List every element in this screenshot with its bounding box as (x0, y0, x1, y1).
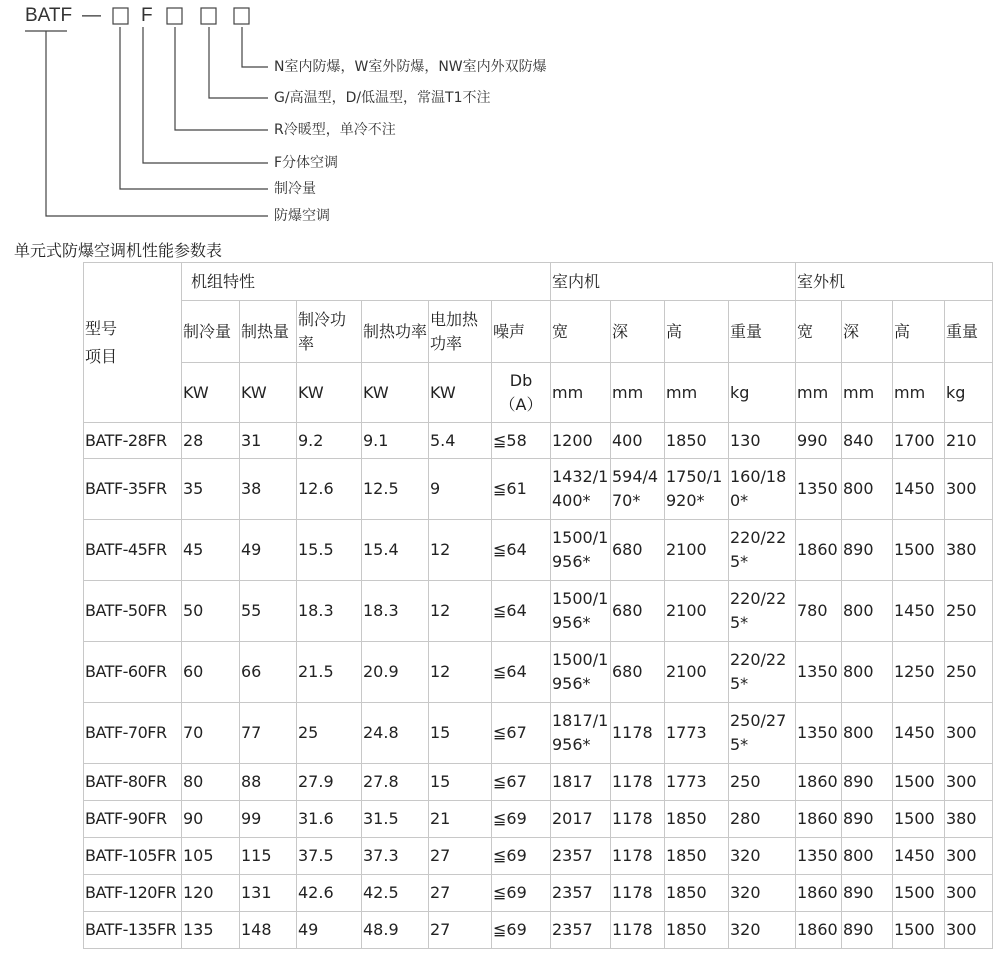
table-row (84, 520, 993, 581)
legend-temperature-type: G/高温型，D/低温型，常温T1不注 (274, 90, 491, 106)
model-cell: BATF-60FR (84, 642, 182, 703)
table-cell: 105 (182, 838, 240, 875)
legend-heating-type: R冷暖型，单冷不注 (274, 122, 396, 138)
table-cell: 25 (297, 703, 362, 764)
table-cell: 890 (842, 912, 893, 949)
table-cell: 1860 (796, 912, 842, 949)
table-cell: 88 (240, 764, 297, 801)
code-letter-f: F (141, 5, 153, 26)
table-cell: 66 (240, 642, 297, 703)
table-cell: 15 (429, 703, 492, 764)
model-cell: BATF-135FR (84, 912, 182, 949)
leader-line-1 (242, 27, 268, 67)
model-cell: BATF-35FR (84, 459, 182, 520)
leader-line-3 (175, 27, 268, 130)
table-cell: 1178 (611, 912, 665, 949)
table-cell: 1178 (611, 875, 665, 912)
table-cell: ≦69 (492, 801, 551, 838)
table-cell: ≦61 (492, 459, 551, 520)
table-cell: 1817/1956* (551, 703, 611, 764)
table-row (84, 459, 993, 520)
row-header-model: 型号 (85, 318, 118, 338)
table-cell: 320 (729, 875, 796, 912)
table-cell: ≦64 (492, 520, 551, 581)
table-cell: 280 (729, 801, 796, 838)
unit-cell: mm (665, 363, 729, 423)
table-cell: 20.9 (362, 642, 429, 703)
table-cell: 49 (240, 520, 297, 581)
table-cell: 210 (945, 423, 993, 459)
table-cell: 1450 (893, 581, 945, 642)
code-box-4 (234, 8, 249, 24)
table-row (84, 838, 993, 875)
model-cell: BATF-70FR (84, 703, 182, 764)
table-cell: 12 (429, 581, 492, 642)
group-indoor: 室内机 (551, 263, 796, 301)
table-cell: 12 (429, 642, 492, 703)
model-cell: BATF-80FR (84, 764, 182, 801)
table-cell: 250 (945, 642, 993, 703)
table-cell: 1860 (796, 764, 842, 801)
table-cell: 840 (842, 423, 893, 459)
table-cell: 9.2 (297, 423, 362, 459)
row-header-cell (84, 263, 182, 423)
code-dash: — (82, 5, 101, 26)
unit-cell: mm (796, 363, 842, 423)
table-cell: 320 (729, 912, 796, 949)
table-cell: 300 (945, 912, 993, 949)
model-cell: BATF-105FR (84, 838, 182, 875)
table-cell: 77 (240, 703, 297, 764)
table-cell: 99 (240, 801, 297, 838)
table-cell: 2100 (665, 581, 729, 642)
table-cell: 115 (240, 838, 297, 875)
table-cell: 1500 (893, 912, 945, 949)
table-cell: 1178 (611, 801, 665, 838)
table-cell: 37.5 (297, 838, 362, 875)
column-header: 噪声 (492, 301, 551, 363)
table-cell: 1350 (796, 642, 842, 703)
column-header: 重量 (945, 301, 993, 363)
table-cell: 27 (429, 912, 492, 949)
table-cell: 990 (796, 423, 842, 459)
table-cell: 1700 (893, 423, 945, 459)
table-cell: 15.5 (297, 520, 362, 581)
column-header: 高 (665, 301, 729, 363)
table-cell: 12.5 (362, 459, 429, 520)
table-cell: 300 (945, 459, 993, 520)
table-cell: 1850 (665, 423, 729, 459)
legend-split-ac: F分体空调 (274, 155, 339, 171)
legend-explosion-proof: N室内防爆，W室外防爆，NW室内外双防爆 (274, 59, 547, 75)
table-cell: 21.5 (297, 642, 362, 703)
table-cell: ≦67 (492, 764, 551, 801)
unit-row (84, 363, 993, 423)
table-cell: 50 (182, 581, 240, 642)
table-cell: 42.6 (297, 875, 362, 912)
table-cell: 31 (240, 423, 297, 459)
model-code-diagram (0, 0, 1007, 235)
table-cell: 18.3 (362, 581, 429, 642)
table-cell: 2017 (551, 801, 611, 838)
table-row (84, 912, 993, 949)
model-cell: BATF-90FR (84, 801, 182, 838)
table-cell: 1500 (893, 520, 945, 581)
unit-cell: KW (240, 363, 297, 423)
model-cell: BATF-120FR (84, 875, 182, 912)
table-cell: 80 (182, 764, 240, 801)
table-cell: 890 (842, 520, 893, 581)
code-box-2 (167, 8, 182, 24)
table-cell: ≦69 (492, 912, 551, 949)
table-cell: 37.3 (362, 838, 429, 875)
table-row (84, 801, 993, 838)
table-cell: 680 (611, 520, 665, 581)
unit-cell: kg (945, 363, 993, 423)
table-cell: 2357 (551, 875, 611, 912)
table-cell: 1500 (893, 801, 945, 838)
table-cell: 1500 (893, 875, 945, 912)
table-cell: 1850 (665, 801, 729, 838)
table-cell: 300 (945, 838, 993, 875)
table-title: 单元式防爆空调机性能参数表 (14, 241, 223, 260)
table-cell: 9.1 (362, 423, 429, 459)
table-cell: 49 (297, 912, 362, 949)
unit-cell: KW (297, 363, 362, 423)
table-cell: 9 (429, 459, 492, 520)
code-prefix: BATF (25, 5, 73, 26)
table-cell: 5.4 (429, 423, 492, 459)
table-cell: 1178 (611, 838, 665, 875)
table-cell: 800 (842, 459, 893, 520)
unit-cell: Db（A） (492, 363, 551, 423)
table-cell: 70 (182, 703, 240, 764)
code-box-1 (113, 8, 128, 24)
table-cell: 780 (796, 581, 842, 642)
table-cell: 27.9 (297, 764, 362, 801)
unit-cell: KW (182, 363, 240, 423)
table-cell: 18.3 (297, 581, 362, 642)
legend-explosion-proof-ac: 防爆空调 (274, 208, 330, 224)
table-cell: 320 (729, 838, 796, 875)
column-header: 宽 (796, 301, 842, 363)
table-cell: 48.9 (362, 912, 429, 949)
table-cell: 1350 (796, 459, 842, 520)
table-cell: ≦58 (492, 423, 551, 459)
table-cell: 1817 (551, 764, 611, 801)
table-cell: 680 (611, 581, 665, 642)
table-cell: 220/225* (729, 520, 796, 581)
unit-cell: mm (893, 363, 945, 423)
table-cell: 1250 (893, 642, 945, 703)
table-cell: 42.5 (362, 875, 429, 912)
table-cell: 24.8 (362, 703, 429, 764)
row-header-item: 项目 (85, 346, 118, 366)
table-cell: 15.4 (362, 520, 429, 581)
table-cell: 27 (429, 875, 492, 912)
table-cell: 15 (429, 764, 492, 801)
table-cell: 1178 (611, 703, 665, 764)
spec-table (83, 262, 993, 949)
table-cell: 1200 (551, 423, 611, 459)
table-cell: 380 (945, 520, 993, 581)
unit-cell: KW (429, 363, 492, 423)
unit-cell: mm (611, 363, 665, 423)
table-cell: 400 (611, 423, 665, 459)
table-cell: 220/225* (729, 581, 796, 642)
table-cell: ≦69 (492, 838, 551, 875)
table-cell: 800 (842, 838, 893, 875)
table-cell: ≦67 (492, 703, 551, 764)
unit-cell: mm (551, 363, 611, 423)
table-cell: 45 (182, 520, 240, 581)
code-box-3 (201, 8, 216, 24)
table-cell: 35 (182, 459, 240, 520)
table-cell: 1350 (796, 703, 842, 764)
table-cell: 1500 (893, 764, 945, 801)
column-header: 深 (611, 301, 665, 363)
group-unit: 机组特性 (182, 263, 551, 301)
table-cell: 890 (842, 875, 893, 912)
table-cell: 250 (729, 764, 796, 801)
table-cell: 1450 (893, 838, 945, 875)
model-cell: BATF-45FR (84, 520, 182, 581)
column-header: 制冷量 (182, 301, 240, 363)
column-header: 宽 (551, 301, 611, 363)
table-cell: 2357 (551, 912, 611, 949)
table-cell: 38 (240, 459, 297, 520)
table-cell: 1500/1956* (551, 642, 611, 703)
leader-line-5 (120, 27, 268, 189)
column-header-row (84, 301, 993, 363)
table-cell: 1860 (796, 875, 842, 912)
model-cell: BATF-50FR (84, 581, 182, 642)
table-cell: 31.5 (362, 801, 429, 838)
table-cell: 1850 (665, 912, 729, 949)
table-cell: 1450 (893, 459, 945, 520)
column-header: 制热功率 (362, 301, 429, 363)
table-cell: 890 (842, 801, 893, 838)
table-cell: 21 (429, 801, 492, 838)
table-cell: 55 (240, 581, 297, 642)
column-header: 高 (893, 301, 945, 363)
table-cell: 131 (240, 875, 297, 912)
table-cell: 120 (182, 875, 240, 912)
table-cell: 800 (842, 581, 893, 642)
column-header: 电加热功率 (429, 301, 492, 363)
table-cell: 1860 (796, 801, 842, 838)
unit-cell: KW (362, 363, 429, 423)
table-cell: 1450 (893, 703, 945, 764)
table-cell: 12.6 (297, 459, 362, 520)
table-cell: 27 (429, 838, 492, 875)
table-cell: 1773 (665, 764, 729, 801)
leader-line-4 (143, 27, 268, 163)
table-cell: 1860 (796, 520, 842, 581)
table-cell: 890 (842, 764, 893, 801)
table-cell: 1500/1956* (551, 581, 611, 642)
table-row (84, 581, 993, 642)
table-cell: 1850 (665, 875, 729, 912)
table-cell: 2357 (551, 838, 611, 875)
table-cell: 1178 (611, 764, 665, 801)
table-cell: 1350 (796, 838, 842, 875)
table-cell: 148 (240, 912, 297, 949)
table-row (84, 875, 993, 912)
table-cell: 60 (182, 642, 240, 703)
table-cell: 28 (182, 423, 240, 459)
table-cell: 300 (945, 764, 993, 801)
table-cell: 130 (729, 423, 796, 459)
table-body (84, 423, 993, 949)
group-outdoor: 室外机 (796, 263, 993, 301)
model-code-lines (0, 0, 1007, 235)
table-row (84, 703, 993, 764)
table-cell: 2100 (665, 520, 729, 581)
column-header: 制热量 (240, 301, 297, 363)
table-cell: 2100 (665, 642, 729, 703)
table-cell: 1850 (665, 838, 729, 875)
table-cell: 1750/1920* (665, 459, 729, 520)
table-cell: 250/275* (729, 703, 796, 764)
table-cell: 31.6 (297, 801, 362, 838)
table-cell: 680 (611, 642, 665, 703)
column-header: 制冷功率 (297, 301, 362, 363)
table-cell: 250 (945, 581, 993, 642)
unit-cell: kg (729, 363, 796, 423)
table-cell: 1773 (665, 703, 729, 764)
table-cell: 380 (945, 801, 993, 838)
table-cell: 300 (945, 703, 993, 764)
model-cell: BATF-28FR (84, 423, 182, 459)
table-cell: 594/470* (611, 459, 665, 520)
table-cell: ≦64 (492, 642, 551, 703)
group-header-row (84, 263, 993, 301)
table-cell: 300 (945, 875, 993, 912)
table-cell: 135 (182, 912, 240, 949)
column-header: 重量 (729, 301, 796, 363)
table-cell: 800 (842, 642, 893, 703)
table-cell: 12 (429, 520, 492, 581)
table-cell: ≦69 (492, 875, 551, 912)
table-cell: 90 (182, 801, 240, 838)
unit-cell: mm (842, 363, 893, 423)
legend-cooling-capacity: 制冷量 (274, 181, 316, 197)
table-cell: 220/225* (729, 642, 796, 703)
table-cell: 27.8 (362, 764, 429, 801)
leader-line-2 (209, 27, 268, 98)
table-cell: 1432/1400* (551, 459, 611, 520)
leader-line-6 (46, 31, 268, 216)
table-cell: 800 (842, 703, 893, 764)
table-row (84, 423, 993, 459)
table-cell: ≦64 (492, 581, 551, 642)
table-cell: 160/180* (729, 459, 796, 520)
table-row (84, 642, 993, 703)
table-row (84, 764, 993, 801)
table-cell: 1500/1956* (551, 520, 611, 581)
column-header: 深 (842, 301, 893, 363)
